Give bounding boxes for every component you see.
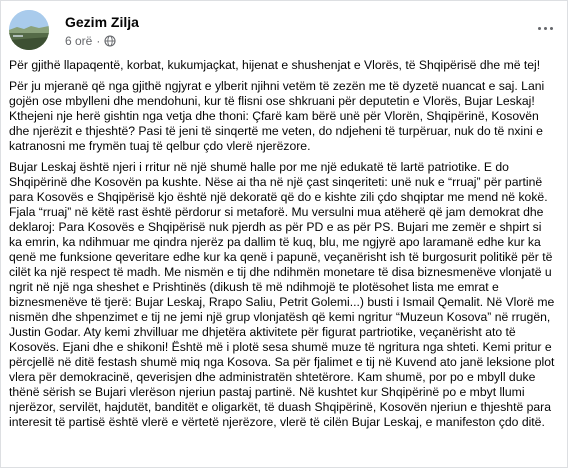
post-meta: [65, 34, 116, 48]
post-paragraph: Për ju mjeranë që nga gjithë ngjyrat e ylberit njihni vetëm të zezën me të dyzetë nuancat e saj. Lani gojën ose mbylleni dhe mendohuni, kur të flisni ose shkruani për deputetin e Vlorës, Bujar Leskaj! Kthejeni nje herë gishtin nga vetja dhe thoni: Çfarë kam bërë unë për Vlorën, Shqipërinë, Kosovën dhe njerëzit e thjeshtë? Pasi të jeni të sinqertë me veten, do ndjeheni të turpëruar, nuk do të nxini e katranosni me frymën tuaj të qelbur çdo vlerë njerëzore.: [9, 79, 545, 153]
more-options-button[interactable]: [533, 18, 557, 38]
avatar-image: [9, 10, 49, 50]
avatar[interactable]: [9, 10, 49, 50]
more-options-icon: [538, 27, 541, 30]
author-name[interactable]: Gezim Zilja: [65, 14, 139, 30]
post-time[interactable]: 6 orë: [65, 34, 93, 48]
post-paragraph: Bujar Leskaj është njeri i rritur në një shumë halle por me një edukatë të lartë patriotike. E do Shqipërinë dhe Kosovën pa kushte. Nëse ai tha në një çast sinqeriteti: unë nuk e “rruaj” për partinë para Kosovës e Shqipërisë kjo është një dekoratë që do e kishte zili çdo shqiptar me mend në kokë. Fjala “rruaj” në këtë rast është përdorur si metaforë. Mu versulni mua atëherë që jam demokrat dhe deklaroj: Para Kosovës e Shqipërisë nuk pjerdh as për PD e as për PS. Bujari me zemër e shpirt si ka emrin, ka ndihmuar me qindra njerëz pa dallim të kuq, blu, me ngjyrë apo laramanë edhe kur ka qenë me funksione qeveritare edhe kur ka qenë i papunë, veçanërisht ish të burgosurit politikë për të cilët ka një respect të madh. Me nismën e tij dhe ndihmën monetare të disa biznesmenëve vlonjatë u ngrit në një nga sheshet e Prishtinës (dikush të më ndihmojë te plotësohet lista me emrat e biznesmenëve të tjerë: Bujar Leskaj, Rrapo Saliu, Petrit Golemi...) busti i Ismail Qemalit. Në Vlorë me nismën dhe shpenzimet e tij ne jemi një grup vlonjatësh që kemi ngritur “Muzeun Kosova” në rrugën, Justin Godar. Aty kemi zhvilluar me dhjetëra aktivitete për figurat partriotike, veçanërisht ato të Kosovës. Ejani dhe e shikoni! Është më i plotë sesa shumë muze të ngritura nga shteti. Kemi pritur e përcjellë në ditë festash shumë miq nga Kosova. Sa për fjalimet e tij në Kuvend ato janë leksione plot vlera për demokracinë, qeverisjen dhe administratën shtetërore. Kam shumë, por po e mbyll duke thënë sërish se Bujari vlerëson njeriun pastaj partinë. Në kushtet kur Shqipërinë po e mbyt llumi njerëzor, servilët, hajdutët, banditët e oligarkët, të duash Shqipërinë, Kosovën njeriun e thjeshtë para interesit të partisë është vlerë e vërtetë njerëzore, vlerë të cilën Bujar Leskaj, e manifeston çdo ditë.: [9, 160, 555, 429]
post-body: [9, 58, 555, 430]
more-dot: [544, 27, 547, 30]
post-paragraph: Për gjithë llapaqentë, korbat, kukumjaçkat, hijenat e shushenjat e Vlorës, të Shqipërisë dhe më tej!: [9, 58, 541, 72]
more-dot: [550, 27, 553, 30]
post-header: [9, 10, 559, 52]
globe-icon[interactable]: [104, 35, 116, 47]
meta-separator: ·: [96, 34, 101, 48]
